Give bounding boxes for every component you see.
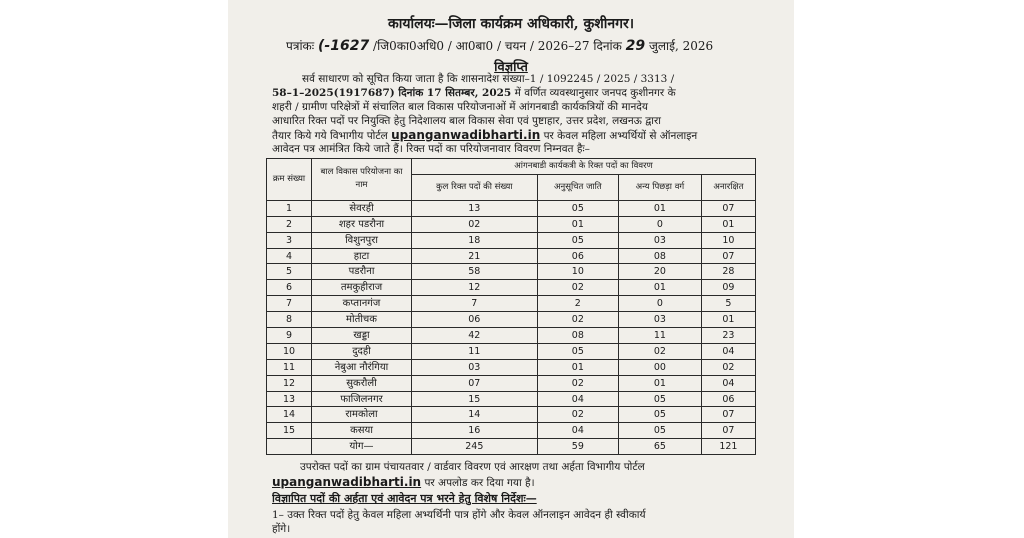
cell-project: मोतीचक (312, 312, 412, 328)
cell-serial: 14 (267, 407, 312, 423)
cell-project: दुदही (312, 343, 412, 359)
ref-label: पत्रांकः (286, 39, 315, 53)
date-text: जुलाई, 2026 (648, 39, 714, 53)
cell-unreserved: 07 (701, 248, 755, 264)
cell-project: सेवरही (312, 200, 412, 216)
table-row (267, 264, 756, 280)
cell-total: 15 (412, 391, 538, 407)
cell-obc: 0 (619, 216, 702, 232)
cell-project: फाजिलनगर (312, 391, 412, 407)
cell-unreserved: 01 (701, 216, 755, 232)
notice-document (228, 0, 794, 538)
table-row (267, 391, 756, 407)
cell-project: तमकुहीराज (312, 280, 412, 296)
cell-unreserved: 07 (701, 200, 755, 216)
cell-sc: 10 (537, 264, 618, 280)
cell-total: 18 (412, 232, 538, 248)
cell-serial: 4 (267, 248, 312, 264)
ref-handwritten-number: (-1627 (318, 38, 370, 54)
cell-serial: 15 (267, 423, 312, 439)
cell-project: खड्डा (312, 328, 412, 344)
cell-unreserved: 09 (701, 280, 755, 296)
cell-obc: 0 (619, 296, 702, 312)
cell-project: कसया (312, 423, 412, 439)
cell-unreserved: 10 (701, 232, 755, 248)
cell-sc: 02 (537, 375, 618, 391)
cell-unreserved: 5 (701, 296, 755, 312)
reference-line (286, 37, 713, 54)
table-row (267, 248, 756, 264)
cell-total: 16 (412, 423, 538, 439)
grand-total-sc: 59 (537, 439, 618, 455)
intro-line-6: आवेदन पत्र आमंत्रित किये जाते हैं। रिक्त पदों का परियोजनावार विवरण निम्नवत हैः– (272, 143, 590, 155)
cell-project: रामकोला (312, 407, 412, 423)
cell-project: कप्तानगंज (312, 296, 412, 312)
cell-project: नेबुआ नौरंगिया (312, 359, 412, 375)
cell-serial: 7 (267, 296, 312, 312)
cell-total: 03 (412, 359, 538, 375)
cell-sc: 05 (537, 232, 618, 248)
col-total-header: कुल रिक्त पदों की संख्या (412, 174, 538, 200)
ref-text: /जि0का0अधि0 / आ0बा0 / चयन / 2026–27 दिनांक (373, 39, 622, 53)
cell-total: 21 (412, 248, 538, 264)
notice-title: विज्ञप्ति (494, 60, 528, 75)
intro-line-2-rest: में वर्णित व्यवस्थानुसार जनपद कुशीनगर के (511, 87, 676, 99)
cell-sc: 05 (537, 343, 618, 359)
cell-sc: 04 (537, 391, 618, 407)
cell-sc: 08 (537, 328, 618, 344)
col-project-header: बाल विकास परियोजना का नाम (312, 159, 412, 201)
cell-serial: 5 (267, 264, 312, 280)
footer-line-2-rest: पर अपलोड कर दिया गया है। (421, 477, 535, 489)
cell-sc: 02 (537, 407, 618, 423)
cell-serial: 1 (267, 200, 312, 216)
cell-unreserved: 04 (701, 343, 755, 359)
cell-sc: 02 (537, 280, 618, 296)
cell-serial: 8 (267, 312, 312, 328)
cell-serial: 6 (267, 280, 312, 296)
intro-line-1: सर्व साधारण को सूचित किया जाता है कि शासनादेश संख्या–1 / 1092245 / 2025 / 3313 / (302, 73, 675, 85)
instruction-point-1: 1– उक्त रिक्त पदों हेतु केवल महिला अभ्यर्थिनी पात्र होंगे और केवल ऑनलाइन आवेदन ही स्वीकार्य (272, 509, 646, 521)
cell-sc: 06 (537, 248, 618, 264)
cell-obc: 00 (619, 359, 702, 375)
cell-obc: 01 (619, 280, 702, 296)
footer-line-2 (272, 475, 776, 490)
special-instructions-heading: विज्ञापित पदों की अर्हता एवं आवेदन पत्र भरने हेतु विशेष निर्देशः— (272, 492, 537, 505)
table-total-row (267, 439, 756, 455)
table-row (267, 343, 756, 359)
cell-serial: 2 (267, 216, 312, 232)
table-row (267, 200, 756, 216)
cell-unreserved: 02 (701, 359, 755, 375)
footer-line-1: उपरोक्त पदों का ग्राम पंचायतवार / वार्डवार विवरण एवं आरक्षण तथा अर्हता विभागीय पोर्टल (300, 461, 645, 473)
cell-obc: 20 (619, 264, 702, 280)
table-row (267, 232, 756, 248)
total-label: योग— (312, 439, 412, 455)
cell-obc: 11 (619, 328, 702, 344)
grand-total-obc: 65 (619, 439, 702, 455)
col-serial-header: क्रम संख्या (267, 159, 312, 201)
cell-obc: 05 (619, 423, 702, 439)
cell-obc: 03 (619, 312, 702, 328)
intro-line-4: आधारित रिक्त पदों पर नियुक्ति हेतु निदेशालय बाल विकास सेवा एवं पुष्टाहार, उत्तर प्रदेश, लखनऊ द्वारा (272, 115, 662, 127)
col-group-header: आंगनबाडी कार्यकत्री के रिक्त पदों का विवरण (412, 159, 756, 175)
table-row (267, 216, 756, 232)
date-handwritten: 29 (625, 38, 646, 54)
cell-project: शहर पडरौना (312, 216, 412, 232)
instruction-point-1-cont: होंगे। (272, 523, 291, 535)
cell-sc: 02 (537, 312, 618, 328)
intro-line-5 (272, 128, 776, 143)
cell-sc: 01 (537, 359, 618, 375)
cell-unreserved: 04 (701, 375, 755, 391)
cell-project: विशुनपुरा (312, 232, 412, 248)
cell-unreserved: 23 (701, 328, 755, 344)
grand-total: 245 (412, 439, 538, 455)
cell-serial: 3 (267, 232, 312, 248)
cell-serial: 11 (267, 359, 312, 375)
cell-total: 13 (412, 200, 538, 216)
cell-obc: 03 (619, 232, 702, 248)
intro-line-5-pre: तैयार किये गये विभागीय पोर्टल (272, 130, 392, 142)
cell-obc: 01 (619, 200, 702, 216)
cell-unreserved: 01 (701, 312, 755, 328)
cell-obc: 05 (619, 391, 702, 407)
cell-total: 12 (412, 280, 538, 296)
cell-project: पडरौना (312, 264, 412, 280)
cell-sc: 05 (537, 200, 618, 216)
cell-serial: 12 (267, 375, 312, 391)
cell-sc: 04 (537, 423, 618, 439)
cell-total: 02 (412, 216, 538, 232)
col-unreserved-header: अनारक्षित (701, 174, 755, 200)
vacancy-table (266, 158, 756, 455)
cell-serial: 9 (267, 328, 312, 344)
portal-link-footer[interactable]: upanganwadibharti.in (272, 475, 422, 489)
cell-total: 42 (412, 328, 538, 344)
cell-sc: 2 (537, 296, 618, 312)
cell-obc: 01 (619, 375, 702, 391)
cell-total: 07 (412, 375, 538, 391)
cell-total: 11 (412, 343, 538, 359)
col-sc-header: अनुसूचित जाति (537, 174, 618, 200)
table-row (267, 423, 756, 439)
cell-serial: 10 (267, 343, 312, 359)
table-row (267, 328, 756, 344)
intro-line-5-post: पर केवल महिला अभ्यर्थियों से ऑनलाइन (540, 130, 698, 142)
cell-total: 14 (412, 407, 538, 423)
cell-total: 58 (412, 264, 538, 280)
cell-unreserved: 06 (701, 391, 755, 407)
table-row (267, 375, 756, 391)
cell-obc: 05 (619, 407, 702, 423)
cell-unreserved: 28 (701, 264, 755, 280)
col-obc-header: अन्य पिछड़ा वर्ग (619, 174, 702, 200)
office-heading: कार्यालयः—जिला कार्यक्रम अधिकारी, कुशीनगर। (387, 16, 635, 32)
cell-obc: 08 (619, 248, 702, 264)
intro-line-2 (272, 86, 776, 100)
cell-total: 06 (412, 312, 538, 328)
order-reference: 58–1–2025(1917687) दिनांक 17 सितम्बर, 2025 (272, 87, 512, 99)
portal-link[interactable]: upanganwadibharti.in (391, 128, 541, 142)
table-row (267, 359, 756, 375)
table-row (267, 312, 756, 328)
cell-obc: 02 (619, 343, 702, 359)
table-row (267, 280, 756, 296)
cell-total: 7 (412, 296, 538, 312)
cell-serial: 13 (267, 391, 312, 407)
cell-unreserved: 07 (701, 423, 755, 439)
intro-line-3: शहरी / ग्रामीण परिक्षेत्रों में संचालित बाल विकास परियोजनाओं में आंगनबाडी कार्यकत्रियों की मानदेय (272, 101, 648, 113)
cell-project: हाटा (312, 248, 412, 264)
cell-sc: 01 (537, 216, 618, 232)
table-row (267, 407, 756, 423)
table-row (267, 296, 756, 312)
grand-total-unreserved: 121 (701, 439, 755, 455)
cell-serial-empty (267, 439, 312, 455)
cell-unreserved: 07 (701, 407, 755, 423)
cell-project: सुकरौली (312, 375, 412, 391)
